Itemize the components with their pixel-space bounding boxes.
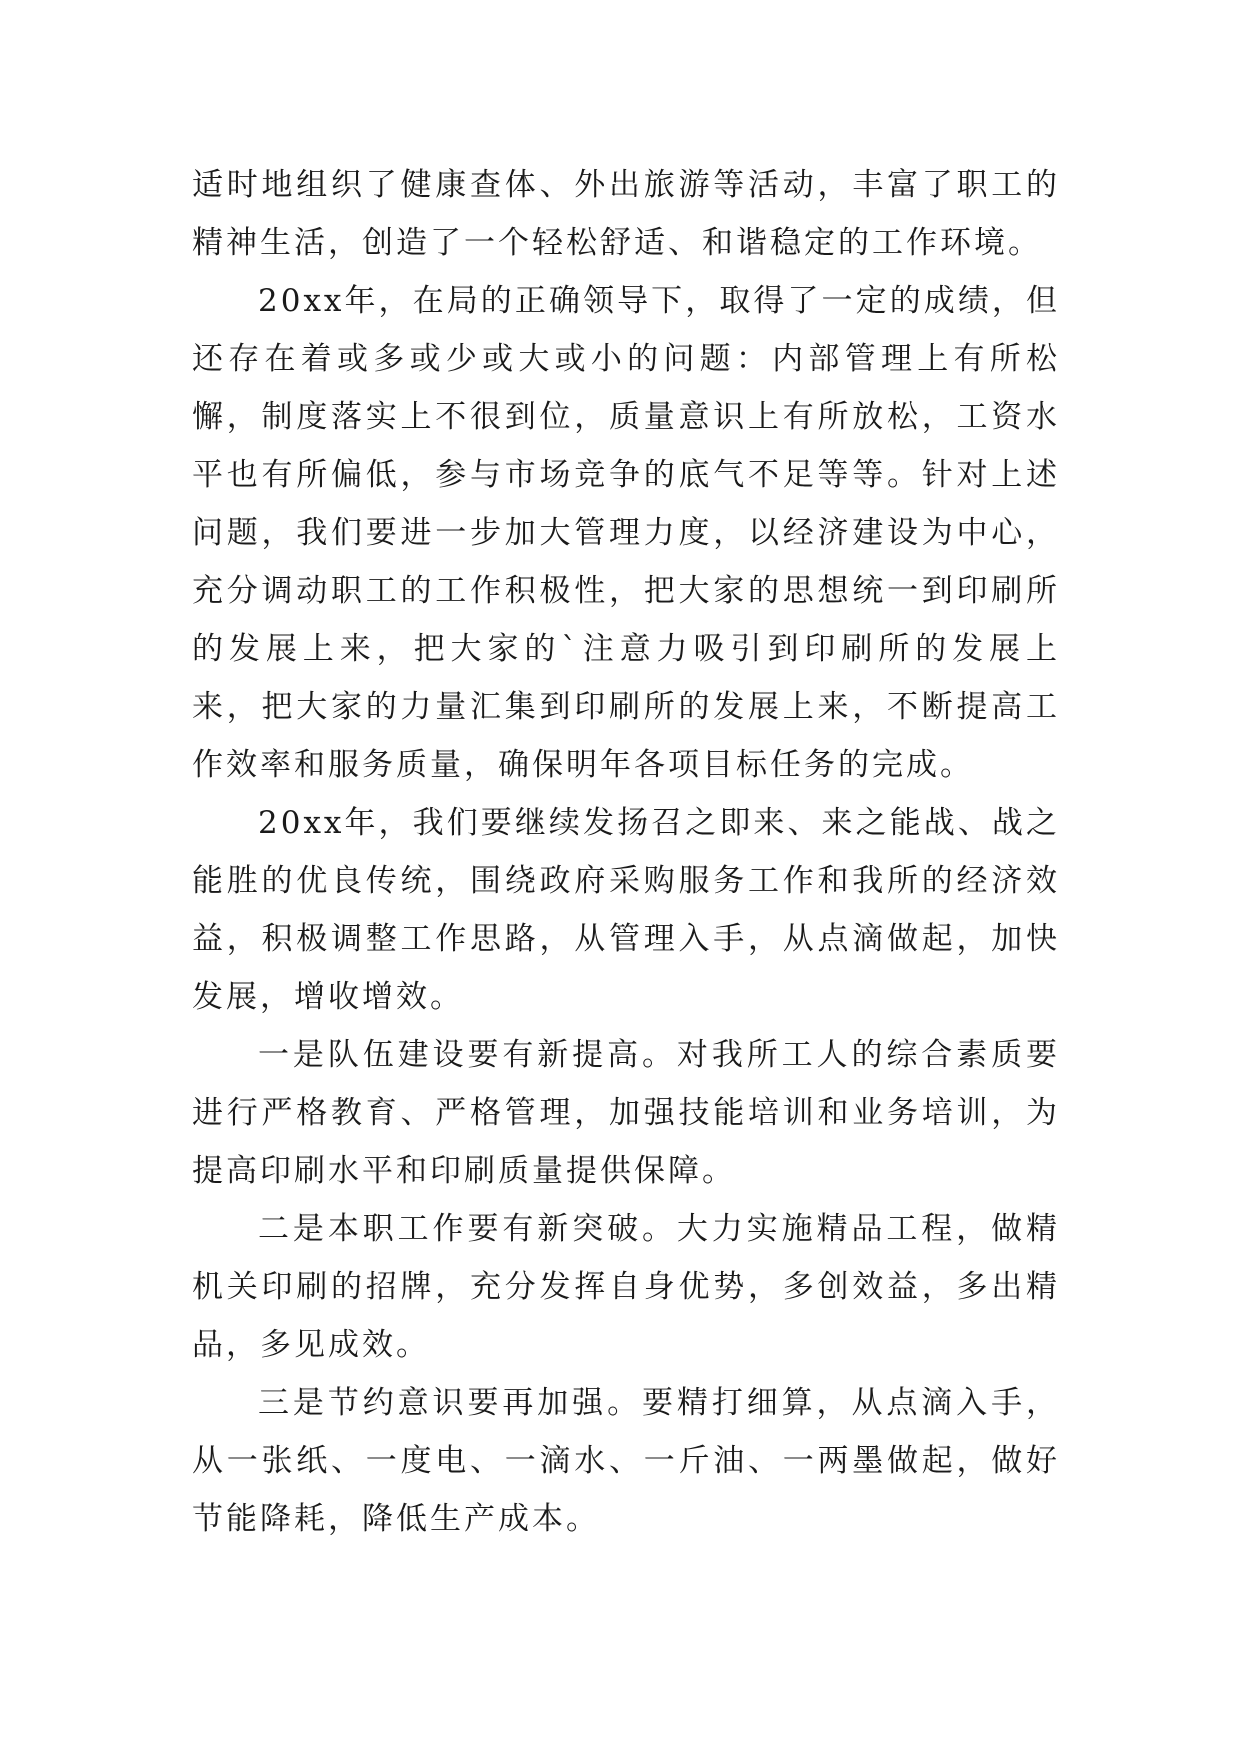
paragraph-continuation: 适时地组织了健康查体、外出旅游等活动，丰富了职工的精神生活，创造了一个轻松舒适、和谐稳定的工作环境。	[192, 167, 1060, 261]
paragraph-saving-awareness: 三是节约意识要再加强。要精打细算，从点滴入手，从一张纸、一度电、一滴水、一斤油、一两墨做起，做好节能降耗，降低生产成本。	[192, 1385, 1060, 1537]
paragraph-plan: 20xx年，我们要继续发扬召之即来、来之能战、战之能胜的优良传统，围绕政府采购服务工作和我所的经济效益，积极调整工作思路，从管理入手，从点滴做起，加快发展，增收增效。	[192, 805, 1060, 1015]
paragraph-work-breakthrough: 二是本职工作要有新突破。大力实施精品工程，做精机关印刷的招牌，充分发挥自身优势，多创效益，多出精品，多见成效。	[192, 1211, 1060, 1363]
paragraph-team-building: 一是队伍建设要有新提高。对我所工人的综合素质要进行严格教育、严格管理，加强技能培训和业务培训，为提高印刷水平和印刷质量提供保障。	[192, 1037, 1060, 1189]
paragraph-problems: 20xx年，在局的正确领导下，取得了一定的成绩，但还存在着或多或少或大或小的问题：内部管理上有所松懈，制度落实上不很到位，质量意识上有所放松，工资水平也有所偏低，参与市场竞争的底气不足等等。针对上述问题，我们要进一步加大管理力度，以经济建设为中心，充分调动职工的工作积极性，把大家的思想统一到印刷所的发展上来，把大家的`注意力吸引到印刷所的发展上来，把大家的力量汇集到印刷所的发展上来，不断提高工作效率和服务质量，确保明年各项目标任务的完成。	[192, 283, 1060, 783]
document-body	[192, 156, 1060, 1548]
